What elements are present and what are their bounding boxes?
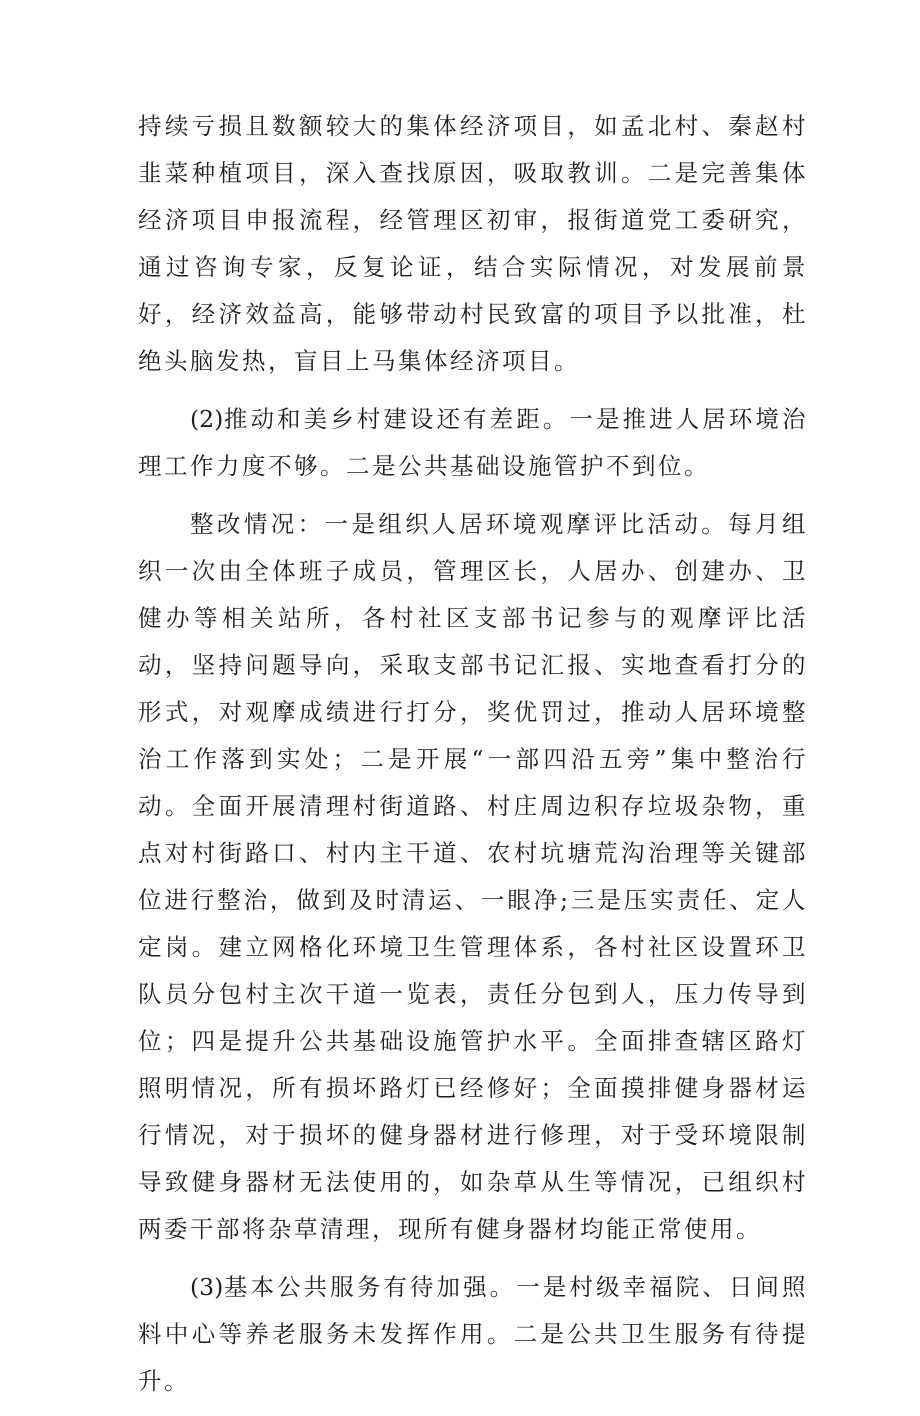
- paragraph-text: 持续亏损且数额较大的集体经济项目，如孟北村、秦赵村韭菜种植项目，深入查找原因，吸取教训。二是完善集体经济项目申报流程，经管理区初审，报街道党工委研究，通过咨询专家，反复论证，结合实际情况，对发展前景好，经济效益高，能够带动村民致富的项目予以批准，杜绝头脑发热，盲目上马集体经济项目。: [138, 112, 808, 375]
- paragraph-text: 基本公共服务有待加强。一是村级幸福院、日间照料中心等养老服务未发挥作用。二是公共卫生服务有待提升。: [138, 1273, 808, 1395]
- paragraph-text: 推动和美乡村建设还有差距。一是推进人居环境治理工作力度不够。二是公共基础设施管护不到位。: [138, 405, 808, 480]
- paragraph-rectification: [138, 501, 808, 1253]
- paragraph-continuation: [138, 103, 808, 385]
- paragraph-issue-3: [138, 1264, 808, 1405]
- item-number: (2): [190, 405, 224, 433]
- document-body: [138, 103, 808, 1416]
- item-number: (3): [190, 1273, 224, 1301]
- paragraph-issue-2: [138, 396, 808, 490]
- paragraph-text: 整改情况：一是组织人居环境观摩评比活动。每月组织一次由全体班子成员，管理区长，人居办、创建办、卫健办等相关站所，各村社区支部书记参与的观摩评比活动，坚持问题导向，采取支部书记汇报、实地查看打分的形式，对观摩成绩进行打分，奖优罚过，推动人居环境整治工作落到实处；二是开展“一部四沿五旁”集中整治行动。全面开展清理村街道路、村庄周边积存垃圾杂物，重点对村街路口、村内主干道、农村坑塘荒沟治理等关键部位进行整治，做到及时清运、一眼净;三是压实责任、定人定岗。建立网格化环境卫生管理体系，各村社区设置环卫队员分包村主次干道一览表，责任分包到人，压力传导到位；四是提升公共基础设施管护水平。全面排查辖区路灯照明情况，所有损坏路灯已经修好；全面摸排健身器材运行情况，对于损坏的健身器材进行修理，对于受环境限制导致健身器材无法使用的，如杂草从生等情况，已组织村两委干部将杂草清理，现所有健身器材均能正常使用。: [138, 510, 808, 1243]
